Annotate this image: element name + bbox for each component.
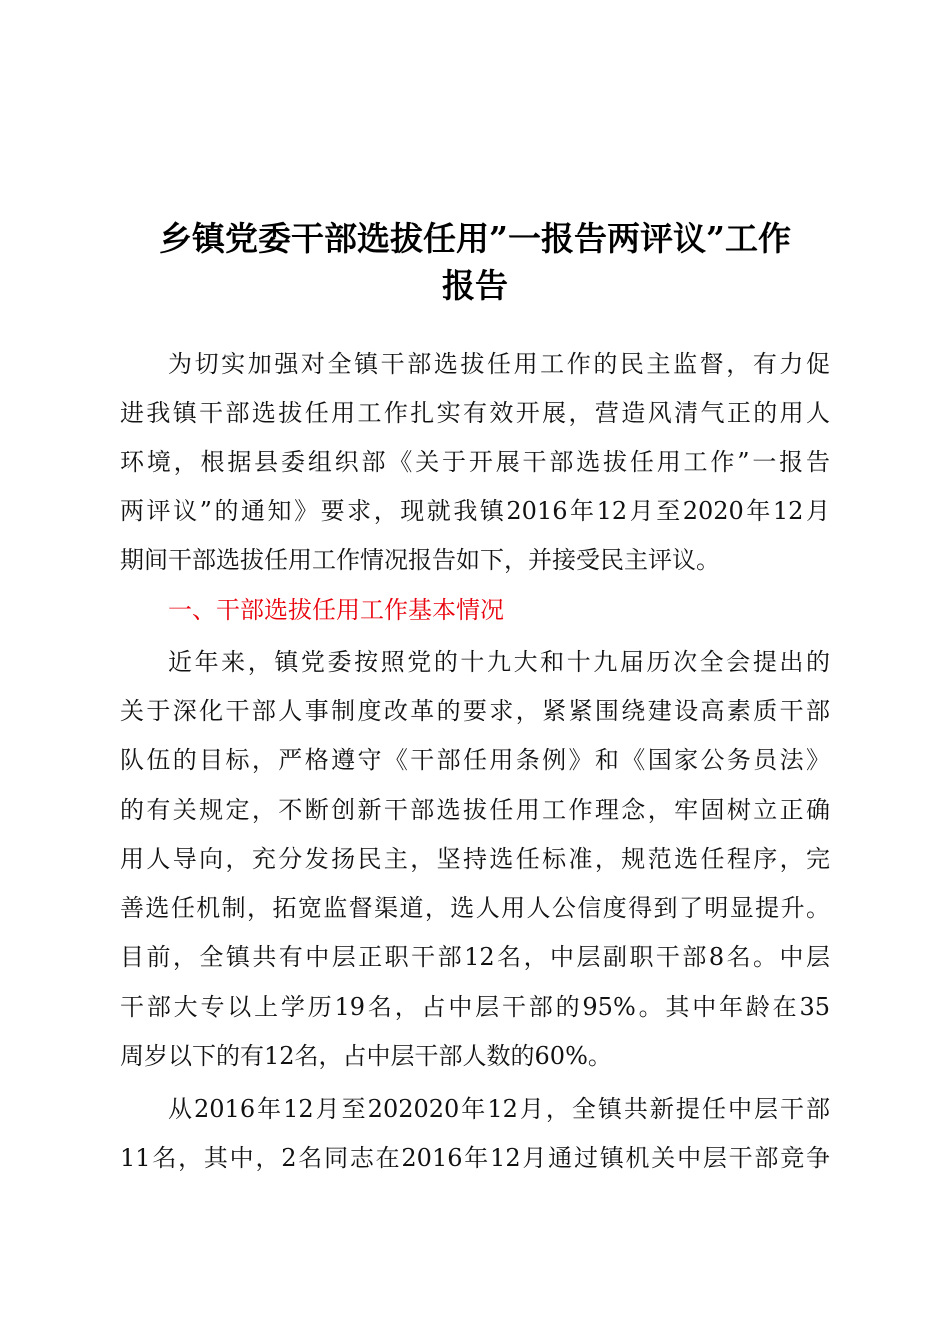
paragraph-1-line: 环境，根据县委组织部《关于开展干部选拔任用工作”一报告: [120, 448, 830, 476]
paragraph-1-line: 进我镇干部选拔任用工作扎实有效开展，营造风清气正的用人: [120, 399, 830, 427]
document-title-line-2: 报告: [442, 266, 508, 305]
paragraph-2-line: 目前，全镇共有中层正职干部12名，中层副职干部8名。中层: [120, 943, 830, 971]
paragraph-2-line: 的有关规定，不断创新干部选拔任用工作理念，牢固树立正确: [120, 796, 830, 824]
paragraph-3-line: 从2016年12月至202020年12月，全镇共新提任中层干部: [168, 1095, 830, 1123]
section-heading: 一、干部选拔任用工作基本情况: [168, 596, 504, 624]
paragraph-3-line: 11名，其中，2名同志在2016年12月通过镇机关中层干部竞争: [120, 1144, 830, 1172]
paragraph-1-line: 两评议”的通知》要求，现就我镇2016年12月至2020年12月: [120, 497, 830, 525]
paragraph-2-line: 周岁以下的有12名，占中层干部人数的60%。: [120, 1042, 612, 1070]
paragraph-2-line: 善选任机制，拓宽监督渠道，选人用人公信度得到了明显提升。: [120, 894, 830, 922]
document-title-line-1: 乡镇党委干部选拔任用”一报告两评议”工作: [159, 219, 791, 258]
paragraph-2-line: 用人导向，充分发扬民主，坚持选任标准，规范选任程序，完: [120, 845, 830, 873]
paragraph-2-line: 干部大专以上学历19名，占中层干部的95%。其中年龄在35: [120, 993, 830, 1021]
paragraph-2-line: 近年来，镇党委按照党的十九大和十九届历次全会提出的: [168, 648, 830, 676]
paragraph-1-line: 为切实加强对全镇干部选拔任用工作的民主监督，有力促: [168, 350, 830, 378]
paragraph-2-line: 队伍的目标，严格遵守《干部任用条例》和《国家公务员法》: [120, 746, 830, 774]
paragraph-2-line: 关于深化干部人事制度改革的要求，紧紧围绕建设高素质干部: [120, 697, 830, 725]
paragraph-1-line: 期间干部选拔任用工作情况报告如下，并接受民主评议。: [120, 546, 720, 574]
